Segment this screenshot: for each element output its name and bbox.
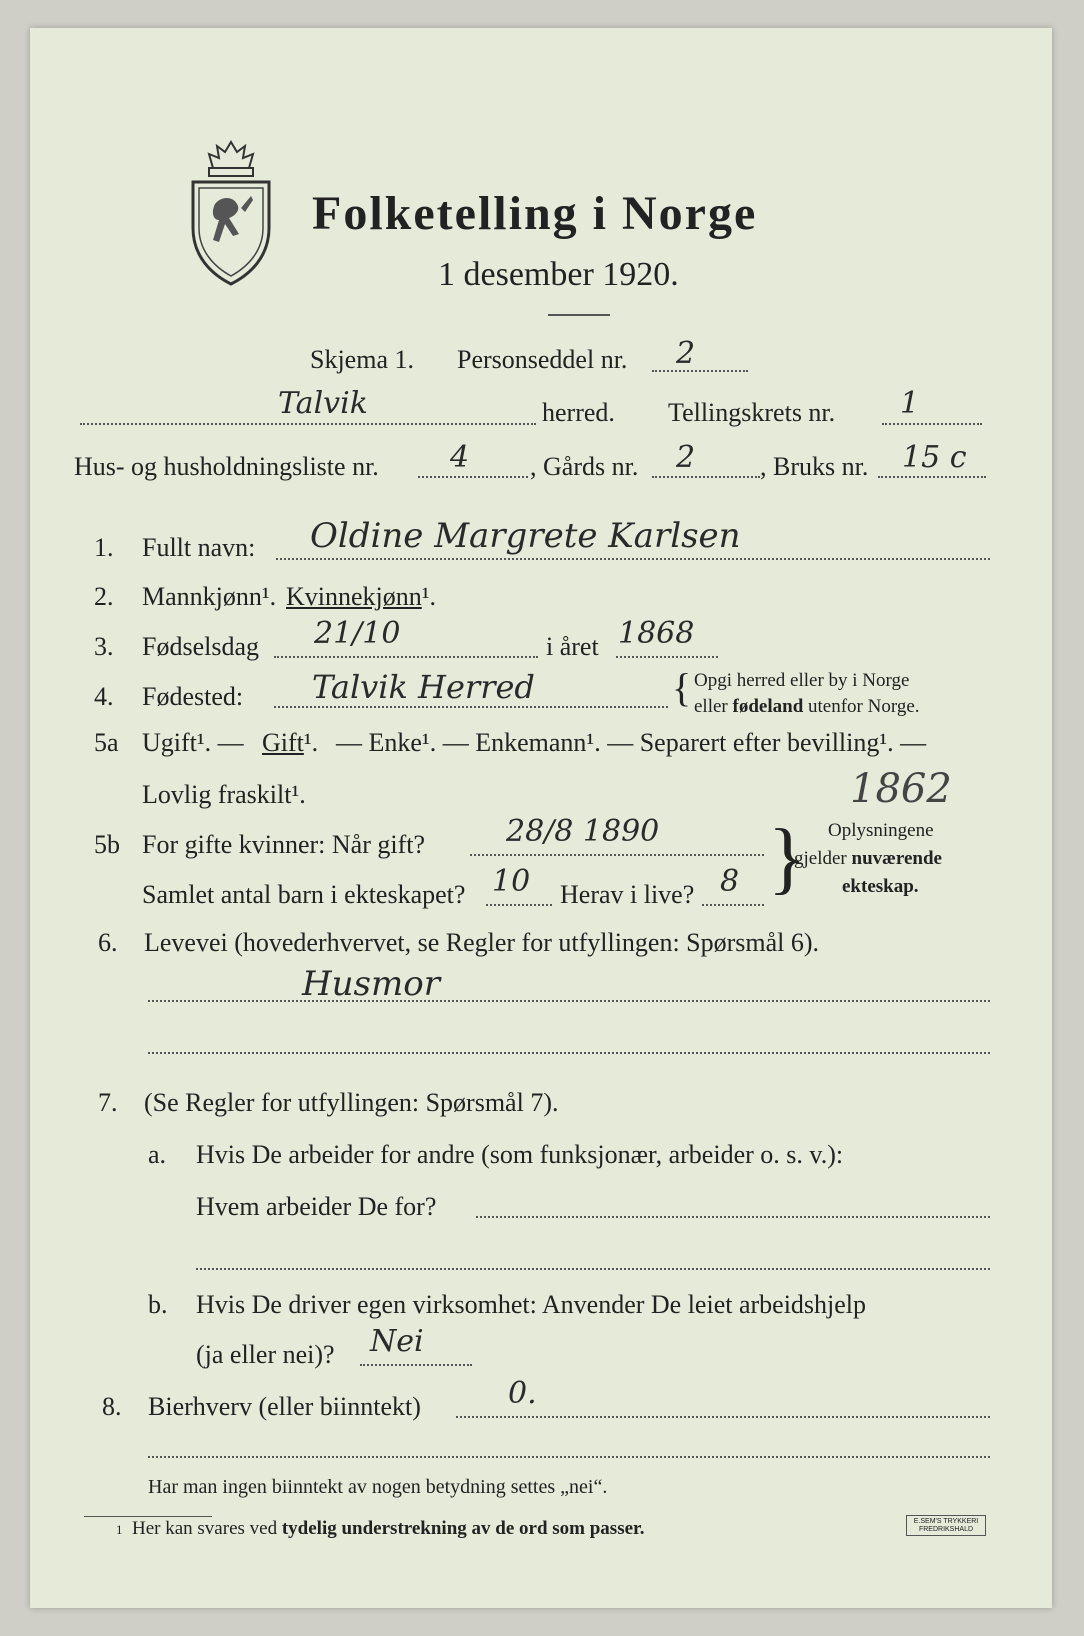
- gards-label: , Gårds nr.: [530, 452, 639, 481]
- q7b-field-line: [360, 1364, 472, 1366]
- q5a-other-options[interactable]: — Enke¹. — Enkemann¹. — Separert efter bevilling¹. —: [336, 728, 927, 757]
- q5b-note-line3: ekteskap.: [842, 876, 919, 897]
- footnote-number: 1: [116, 1522, 123, 1537]
- herred-label: herred.: [542, 398, 615, 427]
- tellingskrets-label: Tellingskrets nr.: [668, 398, 836, 427]
- tellingskrets-field-line: [882, 423, 982, 425]
- q4-note-c: utenfor Norge.: [803, 696, 920, 717]
- personseddel-label: Personseddel nr.: [457, 345, 628, 374]
- q2-kvinne-option[interactable]: [286, 582, 436, 612]
- q5b-number: 5b: [94, 830, 120, 859]
- personseddel-field-line: [652, 370, 748, 372]
- q7a-field-line-2: [196, 1268, 990, 1270]
- q5b-note-line2: [794, 848, 942, 870]
- q5b-children-field-line: [486, 904, 552, 906]
- gards-field-line: [652, 476, 760, 478]
- q3-number: 3.: [94, 632, 114, 661]
- q5b-married-date-value[interactable]: 28/8 1890: [506, 814, 660, 849]
- q4-number: 4.: [94, 682, 114, 711]
- q1-full-name-value[interactable]: Oldine Margrete Karlsen: [310, 516, 741, 556]
- q4-birthplace-value[interactable]: Talvik Herred: [312, 668, 535, 706]
- bruks-label: , Bruks nr.: [760, 452, 869, 481]
- q5b-brace: }: [768, 814, 807, 902]
- q1-number: 1.: [94, 533, 114, 562]
- footnote-divider: [84, 1516, 212, 1517]
- q3-year-value[interactable]: 1868: [618, 616, 695, 651]
- coat-of-arms-icon: [185, 138, 277, 288]
- q6-field-line-1: [148, 1000, 990, 1002]
- q7a-line1: Hvis De arbeider for andre (som funksjonær, arbeider o. s. v.):: [196, 1140, 844, 1169]
- q8-label: Bierhverv (eller biinntekt): [148, 1392, 421, 1421]
- q3-year-label: i året: [546, 632, 599, 661]
- q4-brace: {: [672, 665, 692, 710]
- q5a-lovlig-fraskilt[interactable]: Lovlig fraskilt¹.: [142, 780, 306, 809]
- q5a-number: 5a: [94, 728, 119, 757]
- q7b-letter: b.: [148, 1290, 168, 1319]
- q5b-note-line1: Oplysningene: [828, 820, 934, 841]
- q5b-label: For gifte kvinner: Når gift?: [142, 830, 426, 859]
- q4-field-line: [274, 706, 668, 708]
- q5b-alive-label: Herav i live?: [560, 880, 695, 909]
- schema-label: Skjema 1.: [310, 345, 414, 374]
- q6-occupation-value[interactable]: Husmor: [302, 964, 440, 1004]
- q5a-gift-option[interactable]: [262, 728, 318, 758]
- q7b-line1: Hvis De driver egen virksomhet: Anvender De leiet arbeidshjelp: [196, 1290, 867, 1319]
- q2-kvinne-sup: ¹.: [421, 582, 437, 611]
- q6-field-line-2: [148, 1052, 990, 1054]
- census-form-page: [30, 28, 1052, 1608]
- form-title: Folketelling i Norge: [312, 187, 758, 240]
- herred-value[interactable]: Talvik: [278, 386, 368, 421]
- q4-note-b: fødeland: [732, 696, 804, 717]
- q6-number: 6.: [98, 928, 118, 957]
- q6-label: Levevei (hovederhvervet, se Regler for utfyllingen: Spørsmål 6).: [144, 928, 820, 957]
- q5b-gift-field-line: [470, 854, 764, 856]
- bruks-field-line: [878, 476, 986, 478]
- q5b-note-a: gjelder: [794, 848, 852, 869]
- bruks-value[interactable]: 15 c: [902, 440, 967, 475]
- q2-kvinne-label: Kvinnekjønn: [286, 582, 422, 611]
- q7a-line2: Hvem arbeider De for?: [196, 1192, 437, 1221]
- hus-label: Hus- og husholdningsliste nr.: [74, 452, 379, 481]
- q5b-children-value[interactable]: 10: [492, 864, 531, 899]
- hus-value[interactable]: 4: [450, 440, 470, 475]
- q5b-alive-field-line: [702, 904, 764, 906]
- margin-note-1862: 1862: [850, 766, 952, 812]
- q5a-gift-label: Gift: [262, 728, 304, 757]
- q5a-gift-sup: ¹.: [303, 728, 319, 757]
- q8-number: 8.: [102, 1392, 122, 1421]
- herred-field-line: [80, 423, 536, 425]
- q1-label: Fullt navn:: [142, 533, 256, 562]
- gards-value[interactable]: 2: [676, 440, 696, 475]
- q3-birthday-value[interactable]: 21/10: [314, 616, 401, 651]
- q4-note-a: eller: [694, 696, 733, 717]
- printer-stamp-line2: FREDRIKSHALD: [918, 1525, 974, 1533]
- q7a-letter: a.: [148, 1140, 167, 1169]
- q5b-children-label: Samlet antal barn i ekteskapet?: [142, 880, 466, 909]
- tellingskrets-value[interactable]: 1: [900, 386, 920, 421]
- q8-field-line-1: [456, 1416, 990, 1418]
- biinntekt-note: Har man ingen biinntekt av nogen betydning settes „nei“.: [148, 1476, 608, 1498]
- q7a-field-line-1: [476, 1216, 990, 1218]
- q5b-note-b: nuværende: [851, 848, 942, 869]
- personseddel-value[interactable]: 2: [676, 336, 696, 371]
- q3-year-field-line: [616, 656, 718, 658]
- footnote-a: Her kan svares ved: [132, 1518, 282, 1539]
- footnote-b: tydelig understrekning av de ord som passer.: [281, 1518, 645, 1539]
- printer-stamp: [906, 1515, 986, 1536]
- q5b-alive-value[interactable]: 8: [720, 864, 740, 899]
- q7-label: (Se Regler for utfyllingen: Spørsmål 7).: [144, 1088, 559, 1117]
- q7b-answer-value[interactable]: Nei: [370, 1324, 424, 1359]
- printer-stamp-line1: E.SEM'S TRYKKERI: [913, 1518, 979, 1525]
- q4-note-line2: [694, 696, 920, 718]
- footnote-text: [132, 1518, 644, 1540]
- q4-label: Fødested:: [142, 682, 244, 711]
- q3-label: Fødselsdag: [142, 632, 259, 661]
- q3-day-field-line: [274, 656, 538, 658]
- q7b-line2: (ja eller nei)?: [196, 1340, 335, 1369]
- hus-field-line: [418, 476, 528, 478]
- q7-number: 7.: [98, 1088, 118, 1117]
- q4-note-line1: Opgi herred eller by i Norge: [694, 670, 910, 691]
- q8-field-line-2: [148, 1456, 990, 1458]
- q2-mann-option[interactable]: Mannkjønn¹.: [142, 582, 277, 611]
- form-date: 1 desember 1920.: [438, 256, 679, 293]
- title-divider: [548, 314, 610, 316]
- q5a-ugift-option[interactable]: Ugift¹. —: [142, 728, 244, 757]
- q2-number: 2.: [94, 582, 114, 611]
- q1-field-line: [276, 558, 990, 560]
- q8-value[interactable]: 0.: [508, 1376, 537, 1411]
